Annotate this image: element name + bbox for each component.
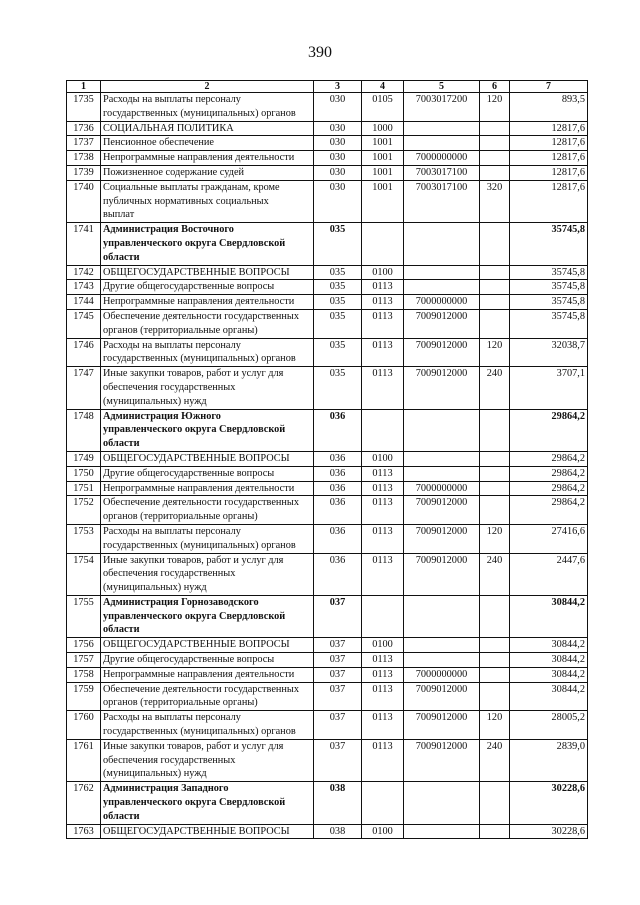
row-name-line: области — [103, 251, 140, 263]
amount: 2447,6 — [510, 553, 588, 595]
admin-code: 035 — [314, 265, 362, 280]
row-number: 1743 — [67, 280, 101, 295]
table-row — [67, 667, 588, 682]
table-row — [67, 309, 588, 338]
row-name-line: области — [103, 624, 140, 636]
admin-code: 036 — [314, 524, 362, 553]
admin-code: 036 — [314, 553, 362, 595]
row-number: 1747 — [67, 367, 101, 409]
row-number: 1737 — [67, 136, 101, 151]
admin-code: 030 — [314, 180, 362, 222]
row-name-line: ОБЩЕГОСУДАРСТВЕННЫЕ ВОПРОСЫ — [103, 452, 290, 464]
section-code: 1001 — [362, 136, 404, 151]
row-name-line: государственных (муниципальных) органов — [103, 353, 296, 365]
admin-code: 037 — [314, 682, 362, 711]
row-name — [101, 553, 314, 595]
row-name-line: управленческого округа Свердловской — [103, 237, 286, 249]
row-name-line: Непрограммные направления деятельности — [103, 668, 295, 680]
row-name — [101, 782, 314, 824]
row-name-line: обеспечения государственных — [103, 568, 236, 580]
section-code — [362, 595, 404, 637]
row-name — [101, 524, 314, 553]
row-name-line: Администрация Южного — [103, 410, 221, 422]
row-name-line: области — [103, 810, 140, 822]
row-name-line: органов (территориальные органы) — [103, 511, 258, 523]
admin-code: 037 — [314, 739, 362, 781]
row-number: 1744 — [67, 295, 101, 310]
amount: 29864,2 — [510, 466, 588, 481]
row-name-line: Администрация Горнозаводского — [103, 596, 259, 608]
header-col-7: 7 — [510, 81, 588, 93]
row-name — [101, 367, 314, 409]
section-code — [362, 409, 404, 451]
header-col-6: 6 — [480, 81, 510, 93]
row-name-line: Пенсионное обеспечение — [103, 137, 214, 149]
target-code: 7000000000 — [404, 481, 480, 496]
row-name — [101, 265, 314, 280]
table-row — [67, 595, 588, 637]
row-name-line: Пожизненное содержание судей — [103, 166, 245, 178]
admin-code: 035 — [314, 338, 362, 367]
row-number: 1735 — [67, 93, 101, 122]
row-name — [101, 165, 314, 180]
row-number: 1757 — [67, 653, 101, 668]
admin-code: 037 — [314, 653, 362, 668]
expense-type-code — [480, 653, 510, 668]
row-name-line: СОЦИАЛЬНАЯ ПОЛИТИКА — [103, 122, 234, 134]
row-number: 1745 — [67, 309, 101, 338]
section-code: 0100 — [362, 451, 404, 466]
target-code: 7000000000 — [404, 151, 480, 166]
row-number: 1756 — [67, 638, 101, 653]
row-name — [101, 638, 314, 653]
table-row — [67, 93, 588, 122]
row-name-line: государственных (муниципальных) органов — [103, 539, 296, 551]
target-code: 7009012000 — [404, 682, 480, 711]
target-code — [404, 409, 480, 451]
amount: 30844,2 — [510, 653, 588, 668]
expense-type-code — [480, 165, 510, 180]
row-number: 1749 — [67, 451, 101, 466]
target-code: 7003017200 — [404, 93, 480, 122]
row-number: 1750 — [67, 466, 101, 481]
row-name — [101, 409, 314, 451]
admin-code: 038 — [314, 782, 362, 824]
row-number: 1742 — [67, 265, 101, 280]
table-header — [67, 81, 588, 93]
expense-type-code: 240 — [480, 739, 510, 781]
expense-type-code: 120 — [480, 338, 510, 367]
row-name-line: государственных (муниципальных) органов — [103, 726, 296, 738]
expense-type-code — [480, 451, 510, 466]
amount: 35745,8 — [510, 309, 588, 338]
amount: 30228,6 — [510, 782, 588, 824]
table-row — [67, 409, 588, 451]
expense-type-code — [480, 667, 510, 682]
table-row — [67, 481, 588, 496]
row-name — [101, 653, 314, 668]
amount: 12817,6 — [510, 180, 588, 222]
amount: 35745,8 — [510, 295, 588, 310]
expense-type-code: 240 — [480, 367, 510, 409]
target-code: 7009012000 — [404, 711, 480, 740]
section-code: 0113 — [362, 309, 404, 338]
table-row — [67, 739, 588, 781]
section-code: 0113 — [362, 524, 404, 553]
expense-type-code — [480, 309, 510, 338]
row-number: 1758 — [67, 667, 101, 682]
admin-code: 030 — [314, 121, 362, 136]
page-number: 390 — [308, 44, 332, 61]
target-code: 7009012000 — [404, 338, 480, 367]
row-name-line: Непрограммные направления деятельности — [103, 296, 295, 308]
row-name-line: управленческого округа Свердловской — [103, 610, 286, 622]
row-name-line: ОБЩЕГОСУДАРСТВЕННЫЕ ВОПРОСЫ — [103, 825, 290, 837]
amount: 12817,6 — [510, 121, 588, 136]
admin-code: 037 — [314, 667, 362, 682]
row-number: 1754 — [67, 553, 101, 595]
budget-table — [66, 80, 588, 839]
row-name-line: Расходы на выплаты персоналу — [103, 339, 241, 351]
row-name — [101, 151, 314, 166]
row-number: 1739 — [67, 165, 101, 180]
row-number: 1760 — [67, 711, 101, 740]
table-row — [67, 165, 588, 180]
table-row — [67, 265, 588, 280]
target-code — [404, 595, 480, 637]
amount: 12817,6 — [510, 165, 588, 180]
admin-code: 036 — [314, 496, 362, 525]
expense-type-code — [480, 280, 510, 295]
expense-type-code — [480, 223, 510, 265]
row-name-line: управленческого округа Свердловской — [103, 797, 286, 809]
section-code — [362, 782, 404, 824]
expense-type-code — [480, 496, 510, 525]
header-col-2: 2 — [101, 81, 314, 93]
row-name-line: Непрограммные направления деятельности — [103, 152, 295, 164]
row-name-line: Другие общегосударственные вопросы — [103, 281, 275, 293]
amount: 32038,7 — [510, 338, 588, 367]
target-code: 7009012000 — [404, 496, 480, 525]
admin-code: 030 — [314, 165, 362, 180]
row-number: 1753 — [67, 524, 101, 553]
row-name — [101, 682, 314, 711]
amount: 28005,2 — [510, 711, 588, 740]
expense-type-code — [480, 409, 510, 451]
expense-type-code — [480, 295, 510, 310]
row-name-line: Расходы на выплаты персоналу — [103, 94, 241, 105]
row-name — [101, 295, 314, 310]
table-row — [67, 466, 588, 481]
row-name — [101, 338, 314, 367]
section-code: 0113 — [362, 295, 404, 310]
amount: 30844,2 — [510, 595, 588, 637]
expense-type-code: 120 — [480, 711, 510, 740]
row-name-line: Социальные выплаты гражданам, кроме — [103, 181, 280, 193]
target-code: 7009012000 — [404, 367, 480, 409]
row-name — [101, 481, 314, 496]
header-col-4: 4 — [362, 81, 404, 93]
amount: 27416,6 — [510, 524, 588, 553]
expense-type-code — [480, 782, 510, 824]
row-name — [101, 711, 314, 740]
expense-type-code: 240 — [480, 553, 510, 595]
amount: 29864,2 — [510, 451, 588, 466]
section-code: 0113 — [362, 367, 404, 409]
section-code: 0113 — [362, 739, 404, 781]
expense-type-code — [480, 638, 510, 653]
table-row — [67, 136, 588, 151]
row-name — [101, 824, 314, 839]
target-code — [404, 280, 480, 295]
table-row — [67, 451, 588, 466]
admin-code: 030 — [314, 151, 362, 166]
row-name-line: (муниципальных) нужд — [103, 395, 207, 407]
target-code: 7003017100 — [404, 165, 480, 180]
row-number: 1746 — [67, 338, 101, 367]
row-number: 1759 — [67, 682, 101, 711]
expense-type-code — [480, 682, 510, 711]
section-code: 0100 — [362, 265, 404, 280]
row-name-line: управленческого округа Свердловской — [103, 424, 286, 436]
table-row — [67, 223, 588, 265]
row-name-line: обеспечения государственных — [103, 381, 236, 393]
table-row — [67, 824, 588, 839]
row-name — [101, 121, 314, 136]
amount: 35745,8 — [510, 280, 588, 295]
table-row — [67, 338, 588, 367]
admin-code: 036 — [314, 466, 362, 481]
section-code: 0113 — [362, 553, 404, 595]
row-name-line: области — [103, 438, 140, 450]
row-name — [101, 136, 314, 151]
table-row — [67, 653, 588, 668]
table-row — [67, 180, 588, 222]
section-code: 0100 — [362, 824, 404, 839]
amount: 893,5 — [510, 93, 588, 122]
section-code: 1001 — [362, 180, 404, 222]
target-code — [404, 824, 480, 839]
table-row — [67, 295, 588, 310]
section-code: 0113 — [362, 481, 404, 496]
row-number: 1752 — [67, 496, 101, 525]
row-name — [101, 309, 314, 338]
expense-type-code — [480, 265, 510, 280]
row-name-line: (муниципальных) нужд — [103, 582, 207, 594]
row-name-line: Иные закупки товаров, работ и услуг для — [103, 740, 284, 752]
row-number: 1755 — [67, 595, 101, 637]
target-code — [404, 782, 480, 824]
target-code: 7009012000 — [404, 739, 480, 781]
expense-type-code — [480, 136, 510, 151]
row-name-line: Администрация Западного — [103, 783, 229, 795]
table-row — [67, 496, 588, 525]
row-number: 1736 — [67, 121, 101, 136]
section-code: 0113 — [362, 711, 404, 740]
section-code: 0113 — [362, 280, 404, 295]
row-name-line: Обеспечение деятельности государственных — [103, 497, 299, 509]
admin-code: 035 — [314, 295, 362, 310]
admin-code: 038 — [314, 824, 362, 839]
amount: 30844,2 — [510, 667, 588, 682]
row-name — [101, 223, 314, 265]
expense-type-code — [480, 595, 510, 637]
target-code: 7009012000 — [404, 524, 480, 553]
target-code — [404, 121, 480, 136]
table-row — [67, 367, 588, 409]
row-name — [101, 466, 314, 481]
header-row — [67, 81, 588, 93]
section-code: 0113 — [362, 466, 404, 481]
row-name — [101, 667, 314, 682]
table-row — [67, 280, 588, 295]
row-name-line: Другие общегосударственные вопросы — [103, 467, 275, 479]
row-name — [101, 93, 314, 122]
row-name — [101, 280, 314, 295]
target-code: 7003017100 — [404, 180, 480, 222]
target-code — [404, 653, 480, 668]
section-code — [362, 223, 404, 265]
admin-code: 036 — [314, 409, 362, 451]
table-row — [67, 151, 588, 166]
admin-code: 035 — [314, 367, 362, 409]
row-name-line: Администрация Восточного — [103, 224, 234, 236]
amount: 30844,2 — [510, 682, 588, 711]
target-code: 7000000000 — [404, 667, 480, 682]
admin-code: 036 — [314, 451, 362, 466]
row-name-line: Расходы на выплаты персоналу — [103, 525, 241, 537]
row-name-line: Обеспечение деятельности государственных — [103, 310, 299, 322]
expense-type-code — [480, 466, 510, 481]
section-code: 0113 — [362, 338, 404, 367]
expense-type-code: 120 — [480, 93, 510, 122]
target-code: 7009012000 — [404, 553, 480, 595]
table-row — [67, 782, 588, 824]
amount: 29864,2 — [510, 496, 588, 525]
expense-type-code — [480, 121, 510, 136]
header-col-5: 5 — [404, 81, 480, 93]
section-code: 0113 — [362, 653, 404, 668]
row-name — [101, 180, 314, 222]
expense-type-code — [480, 481, 510, 496]
amount: 12817,6 — [510, 151, 588, 166]
table-row — [67, 553, 588, 595]
row-name-line: публичных нормативных социальных — [103, 195, 269, 207]
row-number: 1738 — [67, 151, 101, 166]
row-name-line: выплат — [103, 209, 135, 221]
amount: 29864,2 — [510, 481, 588, 496]
row-name-line: органов (территориальные органы) — [103, 324, 258, 336]
target-code: 7000000000 — [404, 295, 480, 310]
admin-code: 030 — [314, 136, 362, 151]
row-name-line: (муниципальных) нужд — [103, 768, 207, 780]
expense-type-code: 320 — [480, 180, 510, 222]
section-code: 0113 — [362, 496, 404, 525]
row-name-line: Иные закупки товаров, работ и услуг для — [103, 554, 284, 566]
expense-type-code: 120 — [480, 524, 510, 553]
header-col-1: 1 — [67, 81, 101, 93]
amount: 30228,6 — [510, 824, 588, 839]
row-name — [101, 595, 314, 637]
row-number: 1761 — [67, 739, 101, 781]
expense-type-code — [480, 151, 510, 166]
admin-code: 035 — [314, 309, 362, 338]
row-name-line: Расходы на выплаты персоналу — [103, 712, 241, 724]
target-code — [404, 136, 480, 151]
target-code: 7009012000 — [404, 309, 480, 338]
admin-code: 035 — [314, 223, 362, 265]
target-code — [404, 265, 480, 280]
row-name-line: ОБЩЕГОСУДАРСТВЕННЫЕ ВОПРОСЫ — [103, 266, 290, 278]
row-number: 1748 — [67, 409, 101, 451]
row-number: 1740 — [67, 180, 101, 222]
row-name-line: ОБЩЕГОСУДАРСТВЕННЫЕ ВОПРОСЫ — [103, 639, 290, 651]
section-code: 1000 — [362, 121, 404, 136]
target-code — [404, 223, 480, 265]
section-code: 1001 — [362, 151, 404, 166]
target-code — [404, 466, 480, 481]
section-code: 0105 — [362, 93, 404, 122]
table-row — [67, 524, 588, 553]
table-body — [67, 93, 588, 839]
amount: 30844,2 — [510, 638, 588, 653]
expense-type-code — [480, 824, 510, 839]
amount: 12817,6 — [510, 136, 588, 151]
admin-code: 030 — [314, 93, 362, 122]
row-number: 1751 — [67, 481, 101, 496]
row-name-line: Обеспечение деятельности государственных — [103, 683, 299, 695]
amount: 3707,1 — [510, 367, 588, 409]
row-name-line: Иные закупки товаров, работ и услуг для — [103, 368, 284, 380]
admin-code: 036 — [314, 481, 362, 496]
admin-code: 035 — [314, 280, 362, 295]
amount: 2839,0 — [510, 739, 588, 781]
amount: 29864,2 — [510, 409, 588, 451]
section-code: 0113 — [362, 667, 404, 682]
target-code — [404, 451, 480, 466]
row-number: 1763 — [67, 824, 101, 839]
row-number: 1762 — [67, 782, 101, 824]
row-number: 1741 — [67, 223, 101, 265]
admin-code: 037 — [314, 595, 362, 637]
table-row — [67, 638, 588, 653]
amount: 35745,8 — [510, 265, 588, 280]
header-col-3: 3 — [314, 81, 362, 93]
section-code: 0100 — [362, 638, 404, 653]
row-name-line: Другие общегосударственные вопросы — [103, 654, 275, 666]
table-row — [67, 711, 588, 740]
table-row — [67, 682, 588, 711]
row-name-line: органов (территориальные органы) — [103, 697, 258, 709]
row-name — [101, 451, 314, 466]
row-name — [101, 739, 314, 781]
admin-code: 037 — [314, 638, 362, 653]
row-name-line: обеспечения государственных — [103, 754, 236, 766]
row-name — [101, 496, 314, 525]
table-row — [67, 121, 588, 136]
section-code: 1001 — [362, 165, 404, 180]
target-code — [404, 638, 480, 653]
admin-code: 037 — [314, 711, 362, 740]
row-name-line: Непрограммные направления деятельности — [103, 482, 295, 494]
section-code: 0113 — [362, 682, 404, 711]
amount: 35745,8 — [510, 223, 588, 265]
row-name-line: государственных (муниципальных) органов — [103, 107, 296, 119]
